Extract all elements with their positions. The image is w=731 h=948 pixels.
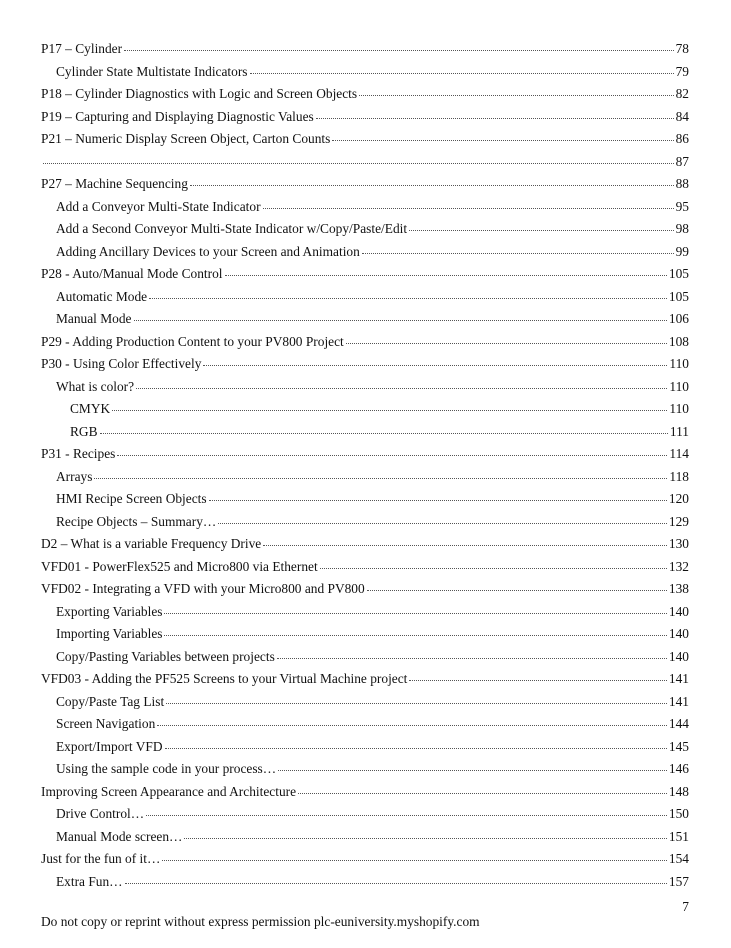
toc-entry-title: What is color?: [56, 378, 135, 394]
toc-entry-page: 105: [668, 288, 689, 304]
toc-entry-title: Adding Ancillary Devices to your Screen and Animation: [56, 243, 360, 259]
toc-entry-page: 130: [668, 536, 689, 551]
toc-dot-leader: [362, 252, 674, 254]
toc-dot-leader: [112, 409, 667, 411]
toc-entry-title: CMYK: [70, 401, 111, 416]
toc-entry-page: 129: [668, 513, 689, 529]
toc-entry-title: Drive Control…: [56, 806, 145, 821]
table-of-contents: [41, 38, 689, 893]
toc-entry-title: Copy/Pasting Variables between projects: [56, 648, 275, 664]
toc-dot-leader: [125, 882, 667, 884]
toc-entry-page: 120: [668, 491, 689, 506]
toc-entry-title: Using the sample code in your process…: [56, 761, 277, 776]
toc-dot-leader: [250, 72, 674, 74]
toc-entry[interactable]: [41, 128, 689, 151]
toc-entry[interactable]: [41, 443, 689, 466]
toc-dot-leader: [320, 567, 667, 569]
toc-dot-leader: [94, 477, 667, 479]
toc-entry-title: P27 – Machine Sequencing: [41, 176, 188, 191]
toc-entry-page: 141: [668, 693, 689, 709]
toc-entry[interactable]: [41, 511, 689, 534]
toc-dot-leader: [164, 612, 666, 614]
toc-entry-title: Recipe Objects – Summary…: [56, 513, 217, 529]
toc-entry-title: VFD02 - Integrating a VFD with your Micro800 and PV800: [41, 581, 365, 596]
toc-dot-leader: [190, 184, 674, 186]
toc-entry[interactable]: [41, 196, 689, 219]
toc-dot-leader: [277, 657, 667, 659]
toc-entry-title: Cylinder State Multistate Indicators: [56, 63, 248, 79]
toc-entry[interactable]: [41, 398, 689, 421]
toc-entry-page: 144: [668, 716, 689, 731]
toc-dot-leader: [157, 724, 667, 726]
toc-entry-page: 140: [668, 603, 689, 619]
toc-entry-title: P31 - Recipes: [41, 446, 116, 461]
toc-entry-page: 110: [669, 378, 689, 394]
toc-entry-title: Manual Mode: [56, 311, 132, 326]
toc-dot-leader: [367, 589, 667, 591]
toc-entry-page: 140: [668, 626, 689, 641]
toc-dot-leader: [184, 837, 666, 839]
toc-entry[interactable]: [41, 106, 689, 129]
toc-entry[interactable]: [41, 83, 689, 106]
toc-dot-leader: [166, 702, 667, 704]
toc-dot-leader: [164, 634, 666, 636]
toc-entry-page: 87: [675, 153, 689, 169]
toc-entry[interactable]: [41, 61, 689, 84]
toc-entry-title: P18 – Cylinder Diagnostics with Logic and Screen Objects: [41, 86, 358, 101]
toc-entry[interactable]: [41, 713, 689, 736]
toc-dot-leader: [409, 679, 667, 681]
toc-entry[interactable]: [41, 263, 689, 286]
toc-entry-title: Just for the fun of it…: [41, 851, 161, 866]
toc-entry-page: 79: [675, 63, 689, 79]
toc-entry[interactable]: [41, 871, 689, 894]
toc-dot-leader: [134, 319, 667, 321]
toc-entry[interactable]: [41, 848, 689, 871]
toc-dot-leader: [332, 139, 673, 141]
toc-dot-leader: [225, 274, 667, 276]
toc-dot-leader: [149, 297, 667, 299]
toc-entry-page: 106: [668, 311, 689, 326]
toc-entry-title: Improving Screen Appearance and Architecture: [41, 783, 297, 799]
toc-entry-page: 86: [675, 131, 689, 146]
toc-dot-leader: [298, 792, 667, 794]
toc-entry-page: 118: [669, 468, 689, 484]
toc-entry-page: 141: [668, 671, 689, 686]
toc-entry-page: 114: [669, 446, 689, 461]
toc-entry-title: HMI Recipe Screen Objects: [56, 491, 207, 506]
toc-entry-title: D2 – What is a variable Frequency Drive: [41, 536, 262, 551]
toc-entry[interactable]: [41, 691, 689, 714]
toc-entry-page: 150: [668, 806, 689, 821]
toc-entry[interactable]: [41, 421, 689, 444]
toc-entry[interactable]: [41, 466, 689, 489]
toc-entry-title: VFD01 - PowerFlex525 and Micro800 via Ethernet: [41, 558, 318, 574]
toc-entry-page: 84: [675, 108, 689, 124]
toc-entry-title: P21 – Numeric Display Screen Object, Carton Counts: [41, 131, 331, 146]
toc-entry-title: P29 - Adding Production Content to your PV800 Project: [41, 333, 344, 349]
toc-entry[interactable]: [41, 646, 689, 669]
toc-dot-leader: [409, 229, 674, 231]
toc-entry-page: 82: [675, 86, 689, 101]
toc-entry-page: 98: [675, 221, 689, 236]
toc-entry-page: 110: [669, 401, 689, 416]
toc-entry[interactable]: [41, 781, 689, 804]
toc-entry[interactable]: [41, 353, 689, 376]
toc-entry-title: P28 - Auto/Manual Mode Control: [41, 266, 223, 281]
toc-entry[interactable]: [41, 151, 689, 174]
toc-entry[interactable]: [41, 668, 689, 691]
toc-entry[interactable]: [41, 218, 689, 241]
toc-entry-title: Add a Second Conveyor Multi-State Indicator w/Copy/Paste/Edit: [56, 221, 408, 236]
toc-entry-page: 145: [668, 738, 689, 754]
toc-entry[interactable]: [41, 286, 689, 309]
toc-entry[interactable]: [41, 758, 689, 781]
toc-dot-leader: [209, 499, 667, 501]
toc-entry[interactable]: [41, 38, 689, 61]
toc-dot-leader: [218, 522, 667, 524]
toc-entry[interactable]: [41, 623, 689, 646]
toc-entry[interactable]: [41, 331, 689, 354]
toc-entry-title: Automatic Mode: [56, 288, 148, 304]
toc-entry-page: 138: [668, 581, 689, 596]
toc-entry-page: 105: [668, 266, 689, 281]
toc-entry[interactable]: [41, 736, 689, 759]
toc-entry-title: Extra Fun…: [56, 873, 123, 889]
toc-entry-title: Add a Conveyor Multi-State Indicator: [56, 198, 261, 214]
page-number: 7: [682, 899, 689, 914]
toc-entry-page: 110: [669, 356, 689, 371]
toc-entry-title: Arrays: [56, 468, 93, 484]
toc-dot-leader: [162, 859, 667, 861]
copyright-footer: Do not copy or reprint without express permission plc-euniversity.myshopify.com: [41, 914, 480, 929]
toc-entry-title: P30 - Using Color Effectively: [41, 356, 202, 371]
toc-entry[interactable]: [41, 241, 689, 264]
toc-dot-leader: [136, 387, 667, 389]
toc-dot-leader: [146, 814, 667, 816]
toc-entry-page: 99: [675, 243, 689, 259]
toc-dot-leader: [43, 162, 674, 164]
toc-dot-leader: [165, 747, 667, 749]
toc-entry-title: P17 – Cylinder: [41, 41, 123, 56]
toc-entry-title: Importing Variables: [56, 626, 163, 641]
toc-entry[interactable]: [41, 376, 689, 399]
toc-dot-leader: [278, 769, 667, 771]
toc-entry[interactable]: [41, 308, 689, 331]
toc-dot-leader: [100, 432, 668, 434]
toc-entry-page: 148: [668, 783, 689, 799]
toc-dot-leader: [263, 544, 667, 546]
toc-entry[interactable]: [41, 488, 689, 511]
toc-dot-leader: [203, 364, 667, 366]
toc-entry[interactable]: [41, 556, 689, 579]
toc-entry-title: Manual Mode screen…: [56, 828, 183, 844]
toc-dot-leader: [263, 207, 674, 209]
toc-entry-title: VFD03 - Adding the PF525 Screens to your Virtual Machine project: [41, 671, 408, 686]
toc-dot-leader: [124, 49, 674, 51]
toc-dot-leader: [359, 94, 673, 96]
toc-entry[interactable]: [41, 173, 689, 196]
toc-entry[interactable]: [41, 803, 689, 826]
toc-entry-title: Exporting Variables: [56, 603, 163, 619]
toc-entry-page: 108: [668, 333, 689, 349]
toc-entry-page: 157: [668, 873, 689, 889]
toc-entry-page: 95: [675, 198, 689, 214]
toc-entry[interactable]: [41, 601, 689, 624]
toc-entry-page: 146: [668, 761, 689, 776]
toc-entry-page: 78: [675, 41, 689, 56]
toc-entry-page: 132: [668, 558, 689, 574]
toc-entry[interactable]: [41, 578, 689, 601]
toc-entry-page: 140: [668, 648, 689, 664]
toc-dot-leader: [316, 117, 674, 119]
toc-entry-title: P19 – Capturing and Displaying Diagnostic Values: [41, 108, 314, 124]
toc-entry-page: 151: [668, 828, 689, 844]
toc-entry-page: 88: [675, 176, 689, 191]
toc-entry[interactable]: [41, 826, 689, 849]
toc-entry-page: 154: [668, 851, 689, 866]
toc-entry-title: RGB: [70, 423, 98, 439]
toc-entry-page: 111: [669, 423, 689, 439]
toc-entry-title: Export/Import VFD: [56, 738, 163, 754]
toc-dot-leader: [346, 342, 667, 344]
toc-dot-leader: [117, 454, 667, 456]
toc-entry-title: Copy/Paste Tag List: [56, 693, 165, 709]
toc-entry[interactable]: [41, 533, 689, 556]
toc-entry-title: Screen Navigation: [56, 716, 156, 731]
